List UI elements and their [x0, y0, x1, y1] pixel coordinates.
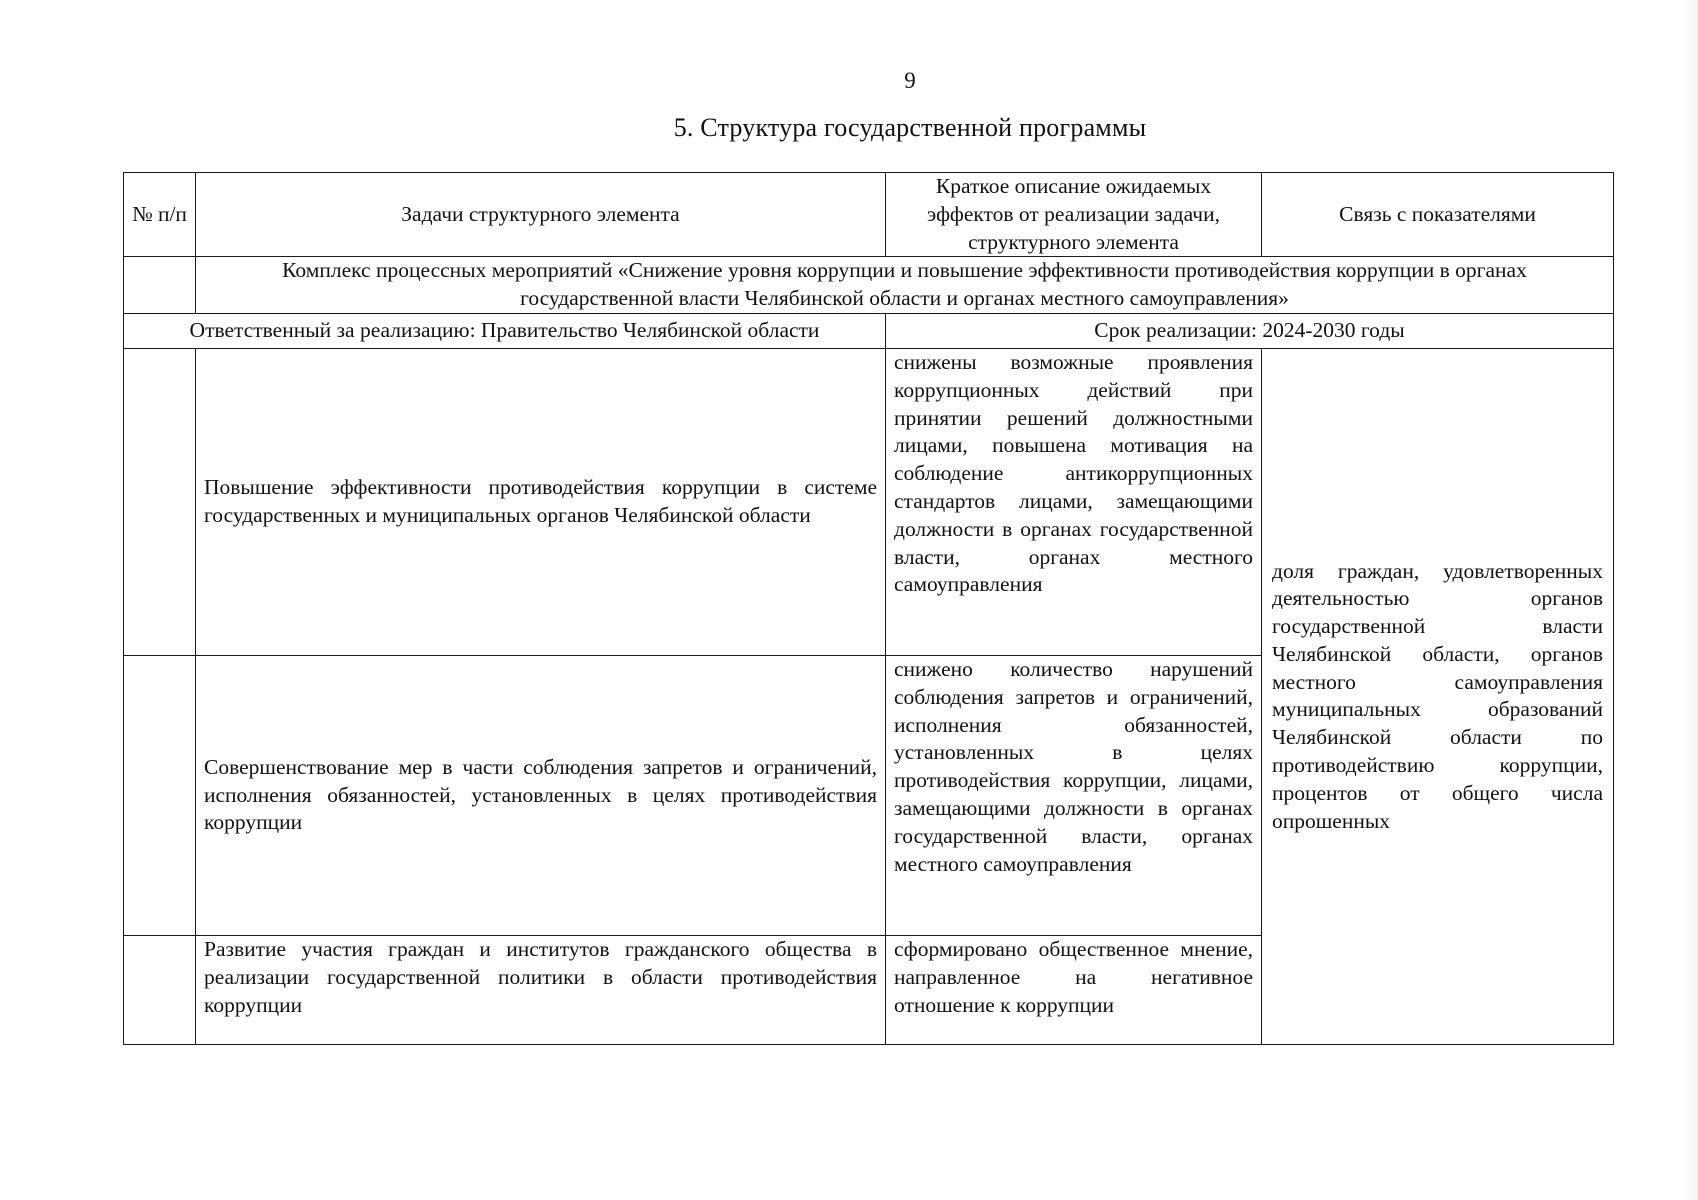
row-num	[124, 935, 196, 1044]
scan-edge	[1684, 0, 1698, 1200]
header-effects: Краткое описание ожидаемых эффектов от реализации задачи, структурного элемента	[886, 173, 1262, 257]
complex-row	[124, 257, 1614, 314]
page-title: 5. Структура государственной программы	[673, 113, 1147, 142]
table-header-row	[124, 173, 1614, 257]
row-num	[124, 348, 196, 655]
task-text: Совершенствование мер в части соблюдения запретов и ограничений, исполнения обязанностей, установленных в целях противодействия коррупции	[196, 655, 886, 935]
header-indicators: Связь с показателями	[1262, 173, 1614, 257]
complex-num-cell	[124, 257, 196, 314]
header-tasks: Задачи структурного элемента	[196, 173, 886, 257]
header-num: № п/п	[124, 173, 196, 257]
indicator-text: доля граждан, удовлетворенных деятельностью органов государственной власти Челябинской области, органов местного самоуправления муниципальных образований Челябинской области по противодействию коррупции, процентов от общего числа опрошенных	[1262, 348, 1614, 1044]
program-structure-table	[123, 172, 1614, 1045]
page-number: 9	[904, 68, 916, 93]
effect-text: снижены возможные проявления коррупционных действий при принятии решений должностными лицами, повышена мотивация на соблюдение антикоррупционных стандартов лицами, замещающими должности в органах государственной власти, органах местного самоуправления	[886, 348, 1262, 655]
complex-title: Комплекс процессных мероприятий «Снижение уровня коррупции и повышение эффективности противодействия коррупции в органах государственной власти Челябинской области и органах местного самоуправления»	[196, 257, 1614, 314]
row-num	[124, 655, 196, 935]
task-text: Повышение эффективности противодействия коррупции в системе государственных и муниципальных органов Челябинской области	[196, 348, 886, 655]
effect-text: снижено количество нарушений соблюдения запретов и ограничений, исполнения обязанностей, установленных в целях противодействия коррупции, лицами, замещающими должности в органах государственной власти, органах местного самоуправления	[886, 655, 1262, 935]
responsible-row	[124, 313, 1614, 348]
effect-text: сформировано общественное мнение, направленное на негативное отношение к коррупции	[886, 935, 1262, 1044]
responsible-text: Ответственный за реализацию: Правительство Челябинской области	[124, 313, 886, 348]
table-row	[124, 348, 1614, 655]
period-text: Срок реализации: 2024-2030 годы	[886, 313, 1614, 348]
task-text: Развитие участия граждан и институтов гражданского общества в реализации государственной политики в области противодействия коррупции	[196, 935, 886, 1044]
